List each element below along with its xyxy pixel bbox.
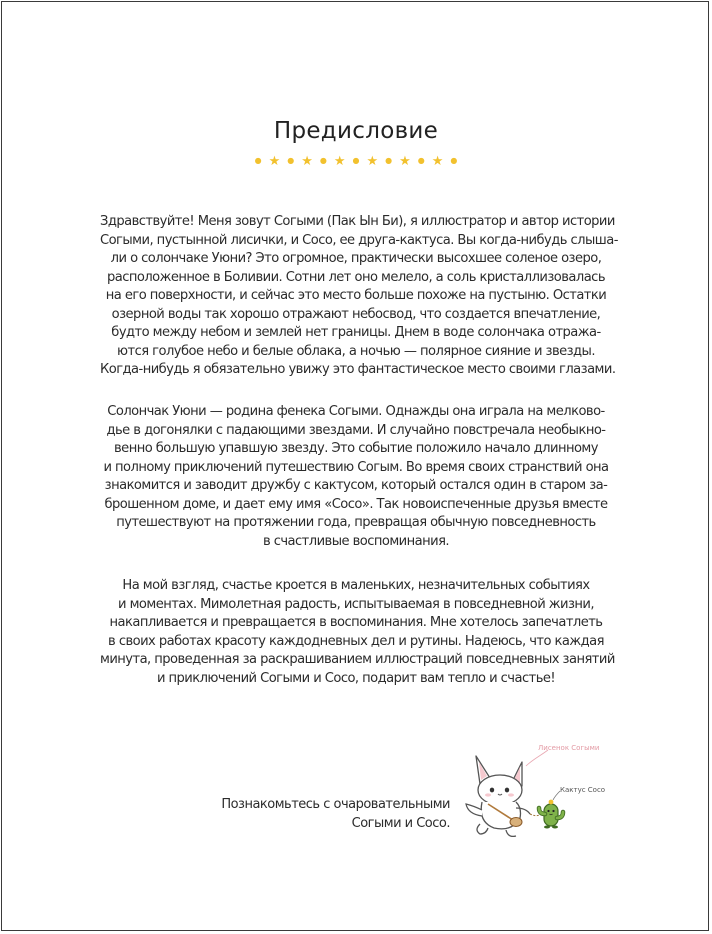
star-icon: ★ xyxy=(366,153,379,169)
dot-icon: ● xyxy=(417,156,425,165)
text-line: ются голубое небо и белые облака, а ночью — полярное сияние и звезды. xyxy=(117,343,595,359)
text-line: венно большую упавшую звезду. Это событие положило начало длинному xyxy=(114,441,598,456)
text-line: в своих работах красоту каждодневных дел и рутины. Надеюсь, что каждая xyxy=(108,633,604,649)
dot-icon: ● xyxy=(287,156,295,165)
text-line: расположенное в Боливии. Сотни лет оно мелело, а соль кристаллизовалась xyxy=(107,269,605,285)
text-line: озерной воды так хорошо отражают небосвод, что создается впечатление, xyxy=(111,306,601,322)
text-line: и полному приключений путешествию Согым. Во время своих странствий она xyxy=(103,459,609,475)
star-icon: ★ xyxy=(301,153,313,169)
character-intro xyxy=(200,796,450,833)
fox-and-cactus-illustration xyxy=(460,738,610,848)
paragraph-2 xyxy=(100,403,612,551)
fox-icon xyxy=(466,756,530,836)
text-line: в счастливые воспоминания. xyxy=(262,533,450,549)
text-line: будто между небом и землей нет границы. Днем в воде солончака отража- xyxy=(111,325,601,340)
star-icon: ★ xyxy=(431,153,444,169)
text-line: и приключений Согыми и Сосо, подарит вам тепло и счастье! xyxy=(156,670,556,686)
page-title: Предисловие xyxy=(273,118,439,144)
fox-caption: Лисенок Согыми xyxy=(538,744,600,752)
dot-icon: ● xyxy=(385,156,393,165)
cactus-caption: Кактус Сосо xyxy=(560,786,606,794)
title-star-divider xyxy=(0,150,712,172)
dot-icon: ● xyxy=(450,156,458,165)
text-line: Солончак Уюни — родина фенека Согыми. Однажды она играла на мелково- xyxy=(107,404,605,419)
cactus-icon xyxy=(539,800,563,829)
text-line: знакомится и заводит дружбу с кактусом, который остался один в старом за- xyxy=(104,478,608,493)
dot-icon: ● xyxy=(319,156,327,165)
text-line: На мой взгляд, счастье кроется в маленьких, незначительных событиях xyxy=(122,578,590,593)
star-icon: ★ xyxy=(333,153,346,169)
text-line: накапливается и превращается в воспоминания. Мне хотелось запечатлеть xyxy=(109,615,603,630)
star-icon: ★ xyxy=(268,153,281,169)
text-line: Когда-нибудь я обязательно увижу это фантастическое место своими глазами. xyxy=(100,362,616,377)
text-line: и моментах. Мимолетная радость, испытываемая в повседневной жизни, xyxy=(118,596,594,612)
text-line: Здравствуйте! Меня зовут Согыми (Пак Ын Би), я иллюстратор и автор истории xyxy=(100,214,615,229)
paragraph-1 xyxy=(100,213,618,380)
dot-icon: ● xyxy=(254,156,262,165)
text-line: Познакомьтесь с очаровательными xyxy=(221,797,450,812)
text-line: путешествуют на протяжении года, превращая обычную повседневность xyxy=(116,515,596,530)
caption-pointer xyxy=(526,750,548,766)
text-line: брошенном доме, и дает ему имя «Сосо». Так новоиспеченные друзья вместе xyxy=(104,496,608,512)
paragraph-3 xyxy=(100,577,615,688)
caption-pointer xyxy=(553,791,560,800)
text-line: ли о солончаке Уюни? Это огромное, практически высохшее соленое озеро, xyxy=(110,251,602,266)
text-line: минута, проведенная за раскрашиванием иллюстраций повседневных занятий xyxy=(100,652,615,667)
text-line: дье в догонялки с падающими звездами. И случайно повстречала необыкно- xyxy=(106,422,606,438)
dot-icon: ● xyxy=(352,156,360,165)
text-line: Согыми и Сосо. xyxy=(351,815,450,831)
text-line: Согыми, пустынной лисички, и Сосо, ее друга-кактуса. Вы когда-нибудь слыша- xyxy=(100,232,618,248)
text-line: на его поверхности, и сейчас это место больше похоже на пустыню. Остатки xyxy=(105,288,607,303)
star-icon: ★ xyxy=(399,153,411,169)
